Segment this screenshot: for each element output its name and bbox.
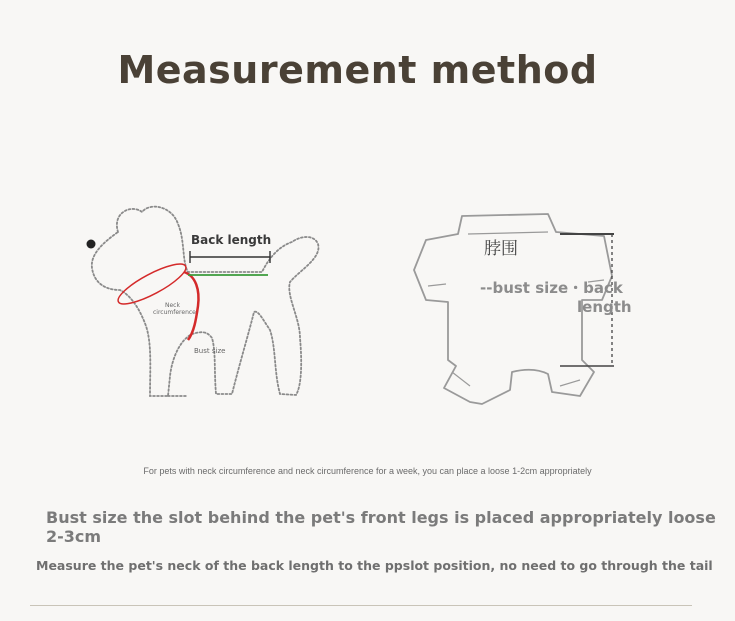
back-length-label: Back length <box>191 233 272 247</box>
measurement-diagram <box>0 190 735 420</box>
divider <box>30 605 692 606</box>
page-title: Measurement method <box>117 48 598 92</box>
back-note: Measure the pet's neck of the back length to the ppslot position, no need to go through the tail <box>36 558 713 573</box>
chinese-neck-label: 脖围 <box>484 239 518 259</box>
bust-back-label-line1: --bust size・back <box>480 279 623 297</box>
back-length-dimension <box>190 251 270 263</box>
bust-size-label: Bust size <box>194 347 226 355</box>
neck-note: For pets with neck circumference and neck circumference for a week, you can place a loose 1-2cm appropriately <box>143 466 592 476</box>
bust-note: Bust size the slot behind the pet's front legs is placed appropriately loose 2-3cm <box>46 508 716 546</box>
bust-back-label-line2: length <box>577 298 632 316</box>
dog-eye-icon <box>87 240 96 249</box>
neck-label-line2: circumference <box>153 309 196 316</box>
neck-label-line1: Neck <box>165 302 180 309</box>
bust-size-marker <box>184 272 198 340</box>
